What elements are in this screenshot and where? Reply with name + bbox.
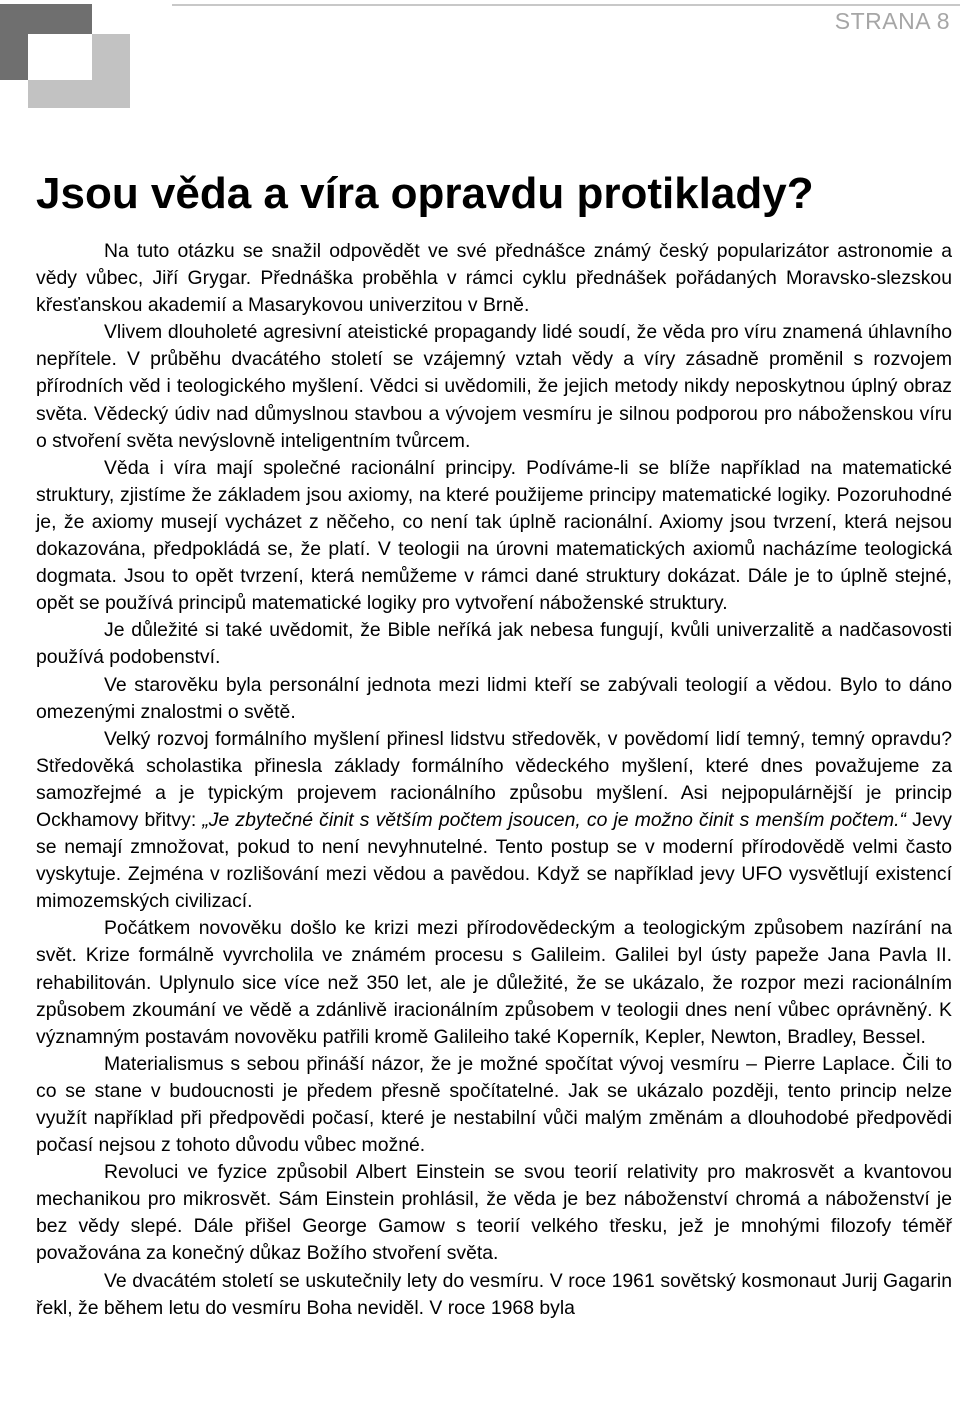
paragraph-einstein: Revoluci ve fyzice způsobil Albert Einstein se svou teorií relativity pro makrosvět a kvantovou mechanikou pro mikrosvět. Sám Einstein prohlásil, že věda je bez náboženství chromá a náboženství je bez vědy slepé. Dále přišel George Gamow s teorií velkého třesku, jež je mnohými filozofy téměř považována za konečný důkaz Božího stvoření světa. bbox=[36, 1161, 952, 1265]
logo-inner-cutout bbox=[28, 34, 92, 80]
header-rule bbox=[172, 4, 960, 6]
paragraph-materialism: Materialismus s sebou přináší názor, že je možné spočítat vývoj vesmíru – Pierre Laplace. Čili to co se stane v budoucnosti je předem přesně spočítatelné. Jak se ukázalo později, tento princip nelze využít například při předpovědi počasí, které je nestabilní vůči malým změnám a dlouhodobé předpovědi počasí nejsou z tohoto důvodu vůbec možné. bbox=[36, 1052, 952, 1157]
page-number-label: STRANA 8 bbox=[834, 8, 950, 34]
article-body bbox=[36, 238, 952, 1322]
paragraph-propaganda: Vlivem dlouholeté agresivní ateistické propagandy lidé soudí, že věda pro víru znamená úhlavního nepřítele. V průběhu dvacátého století se vzájemný vztah vědy a víry zásadně proměnil s rozvojem přírodních věd i teologického myšlení. Vědci si uvědomili, že jejich metody nikdy neposkytnou úplný obraz světa. Vědecký údiv nad důmyslnou stavbou a vývojem vesmíru je silnou podporou pro náboženskou víru o stvoření světa nevýslovně inteligentním tvůrcem. bbox=[36, 321, 952, 452]
ockham-quote: „Je zbytečné činit s větším počtem jsoucen, co je možno činit s menším počtem.“ bbox=[202, 808, 906, 831]
paragraph-bible: Je důležité si také uvědomit, že Bible neříká jak nebesa fungují, kvůli univerzalitě a nadčasovosti používá podobenství. bbox=[36, 619, 952, 669]
publication-logo bbox=[0, 0, 132, 110]
paragraph-middle-ages bbox=[36, 726, 952, 916]
paragraph-middle-ages-text: Velký rozvoj formálního myšlení přinesl lidstvu středověk, v povědomí lidí temný, temný opravdu? Středověká scholastika přinesla základy formálního vědeckého myšlení, které dnes považujeme za samozřejmé a je typickým projevem racionálního způsobu myšlení. Asi nejpopulárnější je princip Ockhamovy břitvy: bbox=[36, 727, 952, 831]
paragraph-rational-principles: Věda i víra mají společné racionální principy. Podíváme-li se blíže například na matematické struktury, zjistíme že základem jsou axiomy, na které použijeme principy matematické logiky. Pozoruhodné je, že axiomy musejí vycházet z něčeho, co není tak úplně racionální. Axiomy jsou tvrzení, která nejsou dokazována, předpokládá se, že platí. V teologii na úrovni matematických axiomů nacházíme teologická dogmata. Jsou to opět tvrzení, která nemůžeme v rámci dané struktury dokázat. Dále je to úplně stejné, opět se používá principů matematické logiky pro vytvoření náboženské struktury. bbox=[36, 456, 952, 615]
paragraph-intro: Na tuto otázku se snažil odpovědět ve své přednášce známý český popularizátor astronomie a vědy vůbec, Jiří Grygar. Přednáška proběhla v rámci cyklu přednášek pořádaných Moravsko-slezskou křesťanskou akademií a Masarykovou univerzitou v Brně. bbox=[36, 240, 952, 317]
paragraph-antiquity: Ve starověku byla personální jednota mezi lidmi kteří se zabývali teologií a vědou. Bylo to dáno omezenými znalostmi o světě. bbox=[36, 673, 952, 723]
article-title: Jsou věda a víra opravdu protiklady? bbox=[36, 169, 814, 218]
paragraph-modern-era: Počátkem novověku došlo ke krizi mezi přírodovědeckým a teologickým způsobem nazírání na svět. Krize formálně vyvrcholila ve známém procesu s Galileim. Galilei byl ústy papeže Jana Pavla II. rehabilitován. Uplynulo sice více než 350 let, ale je důležité, že se ukázalo, že rozpor mezi racionálním způsobem zkoumání ve vědě a zdánlivě iracionálním způsobem v teologii dnes není vůbec oprávněný. K významným postavám novověku patřili kromě Galileiho také Koperník, Kepler, Newton, Bradley, Bessel. bbox=[36, 917, 952, 1048]
paragraph-space-flights: Ve dvacátém století se uskutečnily lety do vesmíru. V roce 1961 sovětský kosmonaut Jurij Gagarin řekl, že během letu do vesmíru Boha neviděl. V roce 1968 byla bbox=[36, 1269, 952, 1319]
paragraph-middle-ages-rest: Jevy se nemají zmnožovat, pokud to není nevyhnutelné. Tento postup se v moderní přírodovědě velmi často vyskytuje. Zejména v rozlišování mezi vědou a pavědou. Když se například jevy UFO vysvětlují existencí mimozemských civilizací. bbox=[36, 808, 952, 913]
